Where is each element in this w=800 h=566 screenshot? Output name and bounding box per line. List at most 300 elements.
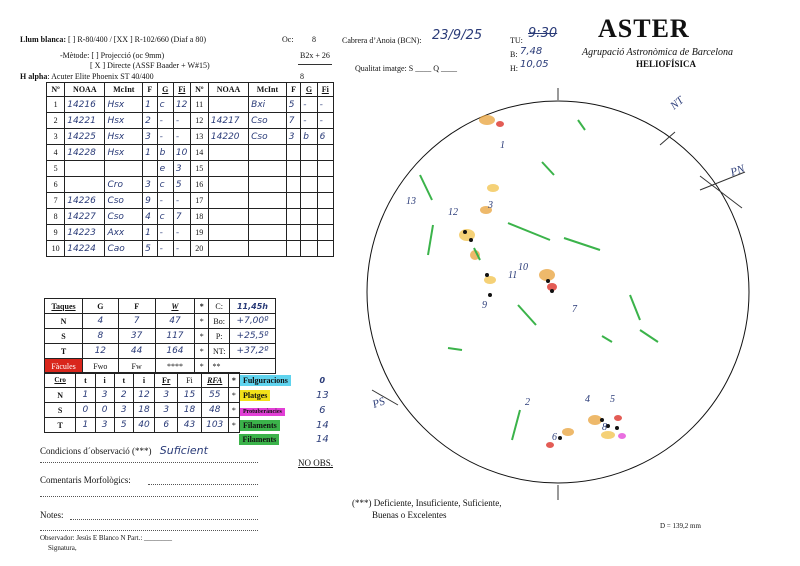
groups-cell-noaa <box>208 177 248 193</box>
filament-mark <box>564 238 600 250</box>
filament-mark <box>542 162 554 175</box>
group-number-label: 3 <box>488 200 493 211</box>
spot-mark <box>615 426 619 430</box>
taques-c: C: <box>209 299 229 314</box>
legend-cell <box>239 403 311 418</box>
groups-row <box>47 161 334 177</box>
groups-cell-g <box>301 161 317 177</box>
legend-cell <box>239 433 311 448</box>
cro-rfa: RFA <box>201 373 228 388</box>
tu-label: TU: <box>510 36 523 45</box>
taques-row-label: T <box>45 344 83 359</box>
scale-text-2: Buenas o Excelentes <box>372 510 447 520</box>
groups-cell-noaa: 14223 <box>65 225 105 241</box>
groups-cell-fi: - <box>173 129 190 145</box>
groups-row <box>47 177 334 193</box>
observador: Observador: Jesús E Blanco N Part.: ________ <box>40 534 173 542</box>
cro-row-star: * <box>228 418 239 433</box>
dotted-line-5 <box>40 530 258 531</box>
groups-cell-f: 3 <box>286 129 300 145</box>
groups-cell-f: 5 <box>286 97 300 113</box>
fwo-label: Fwo <box>83 359 119 374</box>
cro-row-value: 43 <box>178 418 201 433</box>
qualitat: Qualitat imatge: S ____ Q ____ <box>355 64 457 73</box>
taques-row-star: * <box>195 329 209 344</box>
col-fi2: Fi <box>317 83 333 97</box>
signatura: Signatura, <box>48 544 77 552</box>
groups-row <box>47 241 334 257</box>
taques-row-label: N <box>45 314 83 329</box>
groups-cell-g: - <box>301 113 317 129</box>
cro-row-value: 1 <box>76 388 95 403</box>
brand-title: ASTER <box>598 14 690 43</box>
groups-cell-n: 3 <box>47 129 65 145</box>
taques-row-star: * <box>195 344 209 359</box>
groups-cell-f: 9 <box>143 193 157 209</box>
groups-cell-fi <box>317 145 333 161</box>
filament-mark <box>448 348 462 350</box>
groups-cell-f <box>286 209 300 225</box>
filament-mark <box>420 175 432 200</box>
groups-cell-fi: 5 <box>173 177 190 193</box>
cabrera: Cabrera d’Anoia (BCN): <box>342 36 422 45</box>
pn-label: PN <box>728 162 747 179</box>
group-number-label: 11 <box>508 270 518 281</box>
cro-fr: Fr <box>155 373 178 388</box>
groups-cell-n: 4 <box>47 145 65 161</box>
cro-fi: Fi <box>178 373 201 388</box>
groups-cell-g: - <box>157 129 173 145</box>
dotted-line-3 <box>40 496 258 497</box>
halpha-text: : Acuter Elite Phoenix ST 40/400 <box>47 72 154 81</box>
groups-cell-fi <box>317 225 333 241</box>
groups-row <box>47 225 334 241</box>
groups-cell-g <box>301 241 317 257</box>
legend-filaments: Filaments <box>239 434 279 445</box>
legend-cell <box>239 418 311 433</box>
groups-cell-n: 5 <box>47 161 65 177</box>
cro-row-label: T <box>45 418 76 433</box>
groups-cell-n: 6 <box>47 177 65 193</box>
cro-row-value: 48 <box>201 403 228 418</box>
cro-row-value: 3 <box>114 403 133 418</box>
groups-cell-g: - <box>301 97 317 113</box>
groups-cell-fi: 10 <box>173 145 190 161</box>
taques-row-val: +25,5º <box>229 329 275 344</box>
group-number-label: 8 <box>602 422 607 433</box>
group-number-label: 12 <box>448 207 458 218</box>
groups-cell-noaa <box>65 161 105 177</box>
groups-cell-g <box>301 193 317 209</box>
cro-body <box>45 388 334 448</box>
groups-cell-mc: Bxi <box>249 97 287 113</box>
cro-row-star: * <box>228 403 239 418</box>
date-value: 23/9/25 <box>432 28 483 43</box>
groups-cell-n: 9 <box>47 225 65 241</box>
groups-cell-noaa: 14221 <box>65 113 105 129</box>
groups-cell-noaa: 14226 <box>65 193 105 209</box>
groups-cell-fi: - <box>317 97 333 113</box>
taques-label: Taques <box>45 299 83 314</box>
groups-cell-g <box>301 145 317 161</box>
groups-cell-f: 3 <box>143 129 157 145</box>
groups-row <box>47 193 334 209</box>
cro-row-value: 55 <box>201 388 228 403</box>
groups-cell-f: 4 <box>143 209 157 225</box>
groups-row <box>47 209 334 225</box>
groups-cell-mc <box>249 161 287 177</box>
groups-cell-g: b <box>157 145 173 161</box>
halpha-oc: 8 <box>300 72 304 81</box>
plage-mark <box>487 184 499 192</box>
solar-disc-drawing <box>340 80 780 516</box>
cro-t2: t <box>114 373 133 388</box>
taques-body <box>45 314 276 359</box>
cro-t1: t <box>76 373 95 388</box>
condicions-text: Condicions d´observació (***) <box>40 446 152 456</box>
groups-cell-f: 7 <box>286 113 300 129</box>
h-label: H: <box>510 64 518 73</box>
groups-cell-mc <box>249 225 287 241</box>
oc-label: Oc: <box>282 35 294 44</box>
taques-row <box>45 314 276 329</box>
cro-table <box>44 372 334 447</box>
cro-row-value: 18 <box>133 403 154 418</box>
groups-cell-n: 18 <box>190 209 208 225</box>
col-f: F <box>143 83 157 97</box>
groups-cell-f <box>286 225 300 241</box>
dotted-line-2 <box>148 484 258 485</box>
pn-line-2 <box>700 176 742 208</box>
groups-cell-mc <box>105 161 143 177</box>
spot-mark <box>550 289 554 293</box>
groups-cell-mc: Cso <box>249 113 287 129</box>
groups-cell-mc: Hsx <box>105 113 143 129</box>
groups-cell-fi: 12 <box>173 97 190 113</box>
filament-mark <box>602 336 612 342</box>
groups-cell-n: 12 <box>190 113 208 129</box>
condicions-value: Suficient <box>159 444 208 457</box>
dotted-line-4 <box>70 519 258 520</box>
groups-cell-n: 20 <box>190 241 208 257</box>
spacer-cell <box>228 433 239 448</box>
groups-cell-n: 2 <box>47 113 65 129</box>
groups-cell-mc: Cao <box>105 241 143 257</box>
groups-cell-noaa: 14228 <box>65 145 105 161</box>
legend-protuberàncies: Protuberàncies <box>240 408 285 416</box>
group-number-label: 6 <box>552 432 557 443</box>
plage-mark <box>562 428 574 436</box>
spot-mark <box>463 230 467 234</box>
cro-row-star: * <box>228 388 239 403</box>
cro-row-value: 12 <box>133 388 154 403</box>
group-number-label: 1 <box>500 140 505 151</box>
groups-cell-noaa <box>208 161 248 177</box>
cro-row-value: 0 <box>76 403 95 418</box>
spot-mark <box>558 436 562 440</box>
groups-cell-mc: Cso <box>105 193 143 209</box>
taques-g: G <box>83 299 119 314</box>
groups-cell-g <box>301 209 317 225</box>
groups-cell-f <box>286 241 300 257</box>
spot-mark <box>485 273 489 277</box>
groups-cell-g: - <box>157 225 173 241</box>
cro-row-value: 1 <box>76 418 95 433</box>
groups-cell-fi: - <box>317 113 333 129</box>
groups-cell-noaa <box>208 209 248 225</box>
taques-row-label: S <box>45 329 83 344</box>
taques-row-star: * <box>195 314 209 329</box>
legend-cell <box>239 388 311 403</box>
taques-row-f: 37 <box>118 329 155 344</box>
group-number-label: 2 <box>525 397 530 408</box>
groups-body <box>47 97 334 257</box>
taques-row-w: 164 <box>155 344 194 359</box>
spot-mark <box>488 293 492 297</box>
taques-f: F <box>118 299 155 314</box>
groups-cell-fi: 7 <box>173 209 190 225</box>
directe-text: [ X ] Directe (ASSF Baader + W#15) <box>90 61 210 70</box>
groups-cell-f: 1 <box>143 225 157 241</box>
groups-cell-mc <box>249 209 287 225</box>
groups-cell-n: 8 <box>47 209 65 225</box>
dotted-line-1 <box>40 462 258 463</box>
spot-mark <box>469 238 473 242</box>
cro-row-value: 3 <box>155 388 178 403</box>
legend-value: 14 <box>315 434 329 446</box>
group-number-label: 10 <box>518 262 528 273</box>
groups-cell-g: - <box>157 113 173 129</box>
col-noaa2: NOAA <box>208 83 248 97</box>
col-n2: Nº <box>190 83 208 97</box>
taques-row <box>45 344 276 359</box>
groups-cell-f: 3 <box>143 177 157 193</box>
groups-cell-f: 1 <box>143 145 157 161</box>
taques-row-val: +7,00º <box>229 314 275 329</box>
stars2-label: ** <box>209 359 276 374</box>
plage-mark <box>614 415 622 421</box>
legend-filaments: Filaments <box>240 420 280 431</box>
brand-subtitle: Agrupació Astronòmica de Barcelona <box>582 47 733 58</box>
col-noaa: NOAA <box>65 83 105 97</box>
groups-cell-noaa: 14225 <box>65 129 105 145</box>
taques-star: * <box>195 299 209 314</box>
taques-row-w: 47 <box>155 314 194 329</box>
comentaris-label: Comentaris Morfològics: <box>40 475 131 485</box>
star-label: * <box>195 359 209 374</box>
b-label: B: <box>510 50 518 59</box>
plage-mark <box>479 115 495 125</box>
groups-cell-fi: - <box>173 113 190 129</box>
groups-cell-f: 1 <box>143 97 157 113</box>
groups-cell-g: - <box>157 241 173 257</box>
group-number-label: 4 <box>585 394 590 405</box>
scale-text: (***) Deficiente, Insuficiente, Suficiente, <box>352 498 502 508</box>
groups-cell-mc: Cro <box>105 177 143 193</box>
llum-blanca-label: Llum blanca: <box>20 35 67 44</box>
groups-cell-f: 2 <box>143 113 157 129</box>
groups-cell-mc: Cso <box>105 209 143 225</box>
groups-row <box>47 97 334 113</box>
groups-cell-fi: - <box>173 225 190 241</box>
halpha-line <box>20 72 154 81</box>
groups-cell-noaa <box>208 225 248 241</box>
groups-cell-fi <box>317 241 333 257</box>
legend-platges: Platges <box>240 390 270 401</box>
groups-cell-noaa <box>65 177 105 193</box>
filament-mark <box>428 225 433 255</box>
filament-mark <box>640 330 658 342</box>
groups-cell-g: c <box>157 177 173 193</box>
groups-header-row <box>47 83 334 97</box>
cro-header-row <box>45 373 334 388</box>
col-mcint: McInt <box>105 83 143 97</box>
taques-c-value: 11,45h <box>229 299 275 314</box>
cro-row-value: 103 <box>201 418 228 433</box>
groups-cell-noaa: 14217 <box>208 113 248 129</box>
cro-i1: i <box>95 373 114 388</box>
diameter: D = 139,2 mm <box>660 522 701 530</box>
cro-row <box>45 403 334 418</box>
taques-row-g: 12 <box>83 344 119 359</box>
notes-label: Notes: <box>40 510 64 520</box>
groups-row <box>47 145 334 161</box>
llum-blanca-line <box>20 35 206 44</box>
solar-limb <box>367 101 749 483</box>
groups-cell-noaa: 14220 <box>208 129 248 145</box>
group-number-label: 9 <box>482 300 487 311</box>
groups-cell-fi <box>317 193 333 209</box>
groups-cell-fi <box>317 161 333 177</box>
taques-row-g: 8 <box>83 329 119 344</box>
groups-cell-noaa: 14227 <box>65 209 105 225</box>
groups-cell-mc: Hsx <box>105 145 143 161</box>
filament-mark <box>512 410 520 440</box>
groups-row <box>47 113 334 129</box>
groups-cell-noaa <box>208 241 248 257</box>
groups-cell-mc <box>249 177 287 193</box>
tu-value: 9:30 <box>528 26 558 41</box>
taques-row <box>45 329 276 344</box>
col-f2: F <box>286 83 300 97</box>
groups-cell-n: 1 <box>47 97 65 113</box>
group-number-label: 7 <box>572 304 577 315</box>
groups-cell-noaa: 14216 <box>65 97 105 113</box>
ps-label: PS <box>370 395 387 411</box>
b2x-text: B2x + 26 <box>300 51 330 60</box>
cro-row-value: 40 <box>133 418 154 433</box>
no-obs: NO OBS. <box>298 458 334 468</box>
groups-cell-n: 13 <box>190 129 208 145</box>
groups-cell-fi <box>317 177 333 193</box>
groups-cell-f <box>286 177 300 193</box>
cro-row-value: 2 <box>114 388 133 403</box>
groups-cell-noaa <box>208 145 248 161</box>
groups-cell-g: c <box>157 209 173 225</box>
groups-cell-n: 14 <box>190 145 208 161</box>
groups-cell-mc <box>249 241 287 257</box>
cro-row-value: 18 <box>178 403 201 418</box>
condicions-label <box>40 444 208 457</box>
cro-row <box>45 388 334 403</box>
filament-mark <box>508 223 550 240</box>
faculas-label: Fàcules <box>45 359 83 374</box>
groups-cell-g: b <box>301 129 317 145</box>
cro-row-label: S <box>45 403 76 418</box>
legend-value: 14 <box>315 419 329 431</box>
spot-mark <box>546 279 550 283</box>
cro-row-value: 15 <box>178 388 201 403</box>
legend-value: 13 <box>315 389 329 401</box>
groups-cell-noaa <box>208 97 248 113</box>
taques-w: W <box>155 299 194 314</box>
groups-cell-f <box>286 145 300 161</box>
groups-cell-n: 17 <box>190 193 208 209</box>
col-g: G <box>157 83 173 97</box>
taques-row-g: 4 <box>83 314 119 329</box>
groups-cell-f <box>286 161 300 177</box>
groups-cell-mc: Hsx <box>105 129 143 145</box>
groups-cell-f <box>143 161 157 177</box>
groups-cell-fi: 6 <box>317 129 333 145</box>
groups-cell-n: 7 <box>47 193 65 209</box>
groups-cell-mc: Cso <box>249 129 287 145</box>
taques-row-key: Bo: <box>209 314 229 329</box>
filament-mark <box>518 305 536 325</box>
groups-cell-g: c <box>157 97 173 113</box>
fw-label: Fw <box>118 359 155 374</box>
cro-row-value: 6 <box>155 418 178 433</box>
divider <box>298 64 332 65</box>
legend-value: 6 <box>319 404 326 416</box>
stars4-label: **** <box>155 359 194 374</box>
col-mcint2: McInt <box>249 83 287 97</box>
plage-mark <box>539 269 555 281</box>
nt-line <box>660 132 675 145</box>
col-fi: Fi <box>173 83 190 97</box>
groups-cell-mc <box>249 145 287 161</box>
nt-label: NT <box>668 94 687 113</box>
groups-cell-noaa <box>208 193 248 209</box>
taques-row-key: NT: <box>209 344 229 359</box>
group-number-label: 13 <box>406 196 416 207</box>
cro-row-value: 3 <box>95 388 114 403</box>
taques-row-key: P: <box>209 329 229 344</box>
groups-cell-n: 11 <box>190 97 208 113</box>
cro-star: * <box>228 373 239 388</box>
groups-cell-n: 19 <box>190 225 208 241</box>
taques-row-f: 44 <box>118 344 155 359</box>
metode-text: -Mètode: [ ] Projecció (oc 9mm) <box>60 51 165 60</box>
halpha-label: H alpha <box>20 72 48 81</box>
oc-value: 8 <box>312 35 316 44</box>
groups-row <box>47 129 334 145</box>
groups-cell-g <box>301 177 317 193</box>
h-value: 10,05 <box>520 59 549 70</box>
groups-cell-mc <box>249 193 287 209</box>
cro-label: Cro <box>45 373 76 388</box>
cro-i2: i <box>133 373 154 388</box>
b-value: 7,48 <box>520 46 543 57</box>
groups-cell-g: - <box>157 193 173 209</box>
legend-fulguracions: Fulguracions <box>240 375 291 386</box>
groups-cell-fi: 3 <box>173 161 190 177</box>
taques-row-f: 7 <box>118 314 155 329</box>
groups-cell-n: 16 <box>190 177 208 193</box>
cro-row <box>45 418 334 433</box>
groups-cell-mc: Axx <box>105 225 143 241</box>
legend-cell-0 <box>239 373 311 388</box>
